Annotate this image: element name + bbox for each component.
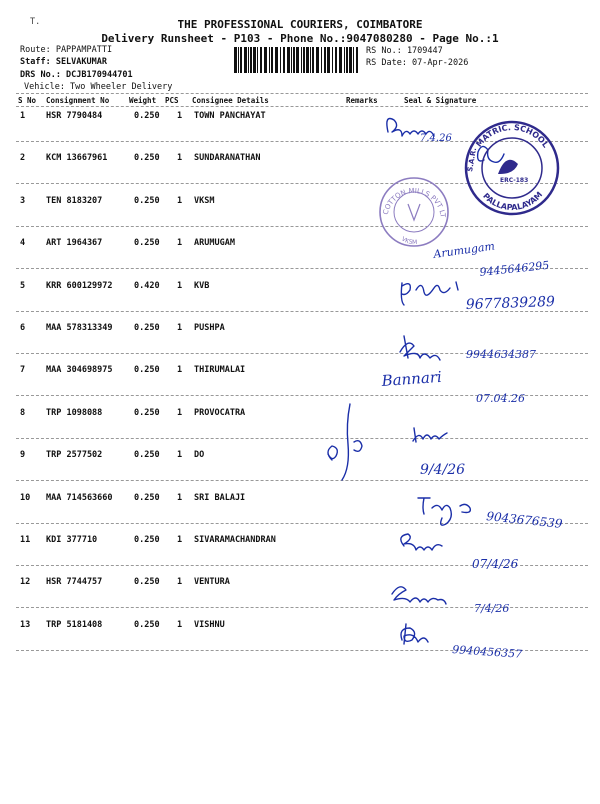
cell-pcs: 1	[177, 365, 183, 376]
cell-weight: 0.420	[134, 280, 160, 291]
hw-phone-row4: 9445646295	[478, 258, 550, 279]
cell-sno: 2	[20, 153, 26, 164]
signature-row11	[401, 534, 442, 550]
cell-sno: 13	[20, 619, 31, 630]
mills-seal-bottom-text: VKSM	[400, 235, 418, 247]
runsheet-subtitle: Delivery Runsheet - P103 - Phone No.:9047080280 - Page No.:1	[101, 32, 499, 45]
hw-phone-row13: 9940456357	[451, 643, 523, 661]
cell-weight: 0.250	[134, 323, 160, 333]
cell-pcs: 1	[177, 153, 183, 164]
hw-date-row7: 07.04.26	[476, 392, 525, 405]
signature-row12	[392, 587, 446, 604]
cell-pcs: 1	[177, 535, 183, 545]
cell-consignment-no: TEN 8183207	[46, 195, 103, 206]
school-seal-stamp	[466, 122, 558, 214]
cell-consignee: DO	[194, 450, 205, 461]
cell-consignment-no: HSR 7790484	[46, 111, 103, 121]
school-seal-bottom-text: PALLAPALAYAM	[481, 189, 545, 213]
vehicle-label: Vehicle: Two Wheeler Delivery	[24, 82, 173, 92]
cell-pcs: 1	[177, 111, 183, 121]
cell-weight: 0.250	[134, 153, 160, 164]
cell-consignment-no: TRP 5181408	[46, 619, 103, 630]
cell-consignee: SUNDARANATHAN	[194, 153, 261, 164]
mills-seal-emblem	[408, 204, 420, 220]
cell-consignment-no: TRP 1098088	[46, 407, 103, 418]
mills-seal-stamp	[380, 178, 448, 246]
svg-text:MATRIC. SCHOOL	[474, 123, 550, 149]
cell-weight: 0.250	[134, 577, 160, 588]
cell-pcs: 1	[177, 280, 183, 291]
company-title: THE PROFESSIONAL COURIERS, COIMBATORE	[177, 18, 423, 31]
cell-consignee: ARUMUGAM	[194, 238, 235, 249]
cell-pcs: 1	[177, 492, 183, 503]
col-header-pcs: PCS	[165, 96, 179, 105]
cell-consignee: SRI BALAJI	[194, 492, 246, 503]
route-label: Route: PAPPAMPATTI	[20, 45, 113, 55]
cell-pcs: 1	[177, 407, 183, 418]
staff-label: Staff: SELVAKUMAR	[20, 57, 107, 67]
cell-sno: 5	[20, 280, 26, 291]
cell-pcs: 1	[177, 323, 183, 333]
cell-consignee: KVB	[194, 280, 210, 291]
signature-row8	[413, 428, 447, 442]
cell-weight: 0.250	[134, 365, 160, 376]
hw-name-row7: Bannari	[381, 367, 443, 390]
school-seal-left-text: S.A.R.	[466, 147, 479, 173]
hw-date-row11: 07/4/26	[472, 557, 519, 571]
cell-consignee: TOWN PANCHAYAT	[194, 111, 266, 121]
cell-consignment-no: MAA 304698975	[46, 365, 113, 376]
cell-sno: 8	[20, 407, 26, 418]
cell-consignee: SIVARAMACHANDRAN	[194, 535, 276, 545]
school-seal-center-text: ERC-183	[500, 177, 529, 184]
drs-number: DRS No.: DCJB170944701	[20, 70, 133, 80]
cell-pcs: 1	[177, 619, 183, 630]
col-header-consignee: Consignee Details	[192, 96, 269, 105]
cell-consignee: THIRUMALAI	[194, 365, 246, 376]
school-seal-emblem	[498, 160, 518, 174]
cell-consignee: VISHNU	[194, 619, 225, 630]
col-header-seal: Seal & Signature	[404, 96, 477, 105]
cell-sno: 7	[20, 365, 26, 376]
cell-pcs: 1	[177, 577, 183, 588]
rs-date: RS Date: 07-Apr-2026	[366, 58, 469, 68]
cell-pcs: 1	[177, 238, 183, 249]
cell-weight: 0.250	[134, 238, 160, 249]
cell-sno: 12	[20, 577, 31, 588]
hw-phone-row10: 9043676539	[485, 509, 564, 531]
cell-consignment-no: MAA 714563660	[46, 492, 113, 503]
hw-date-row1: 7.4.26	[420, 133, 452, 144]
cell-weight: 0.250	[134, 619, 160, 630]
cell-sno: 3	[20, 195, 26, 206]
signature-row13	[401, 624, 428, 644]
col-header-remarks: Remarks	[346, 96, 378, 105]
signature-row5	[401, 282, 458, 305]
cell-weight: 0.250	[134, 195, 160, 206]
cell-consignment-no: KRR 600129972	[46, 280, 113, 291]
col-header-consignment: Consignment No	[46, 96, 110, 105]
cell-consignee: VENTURA	[194, 577, 230, 588]
cell-sno: 6	[20, 323, 26, 333]
signature-row6	[400, 336, 440, 360]
signature-row2	[478, 146, 504, 162]
cell-sno: 4	[20, 238, 26, 249]
cell-consignment-no: TRP 2577502	[46, 450, 103, 461]
col-header-weight: Weight	[129, 96, 157, 105]
cell-consignment-no: HSR 7744757	[46, 577, 103, 588]
cell-consignment-no: ART 1964367	[46, 238, 103, 249]
school-seal-top-text: MATRIC. SCHOOL	[474, 122, 551, 150]
cell-consignee: PUSHPA	[194, 323, 225, 333]
hw-name-row4: Arumugam	[432, 239, 496, 261]
cell-weight: 0.250	[134, 450, 160, 461]
cell-sno: 11	[20, 535, 31, 545]
cell-pcs: 1	[177, 450, 183, 461]
hw-date-row12: 7/4/26	[474, 602, 510, 615]
hw-phone-row5: 9677839289	[465, 293, 556, 313]
cell-consignment-no: KDI 377710	[46, 535, 98, 545]
svg-text:COTTON MILLS PVT LTD	[382, 187, 447, 219]
cell-sno: 1	[20, 111, 26, 121]
corner-mark: T.	[30, 17, 41, 27]
mills-seal-text: COTTON MILLS PVT LTD	[381, 186, 447, 219]
signature-row10	[418, 498, 470, 525]
cell-weight: 0.250	[134, 535, 160, 545]
cell-consignee: PROVOCATRA	[194, 407, 246, 418]
cell-weight: 0.250	[134, 111, 160, 121]
cell-weight: 0.250	[134, 492, 160, 503]
cell-consignment-no: MAA 578313349	[46, 323, 113, 333]
hw-date-row9: 9/4/26	[420, 462, 466, 478]
cell-consignment-no: KCM 13667961	[46, 153, 108, 164]
col-header-sno: S No	[18, 96, 37, 105]
remark-squiggle	[328, 404, 362, 480]
cell-weight: 0.250	[134, 407, 160, 418]
hw-phone-row6: 9944634387	[466, 348, 536, 361]
cell-pcs: 1	[177, 195, 183, 206]
cell-sno: 10	[20, 492, 31, 503]
cell-consignee: VKSM	[194, 195, 215, 206]
rs-number: RS No.: 1709447	[366, 46, 443, 56]
cell-sno: 9	[20, 450, 26, 461]
